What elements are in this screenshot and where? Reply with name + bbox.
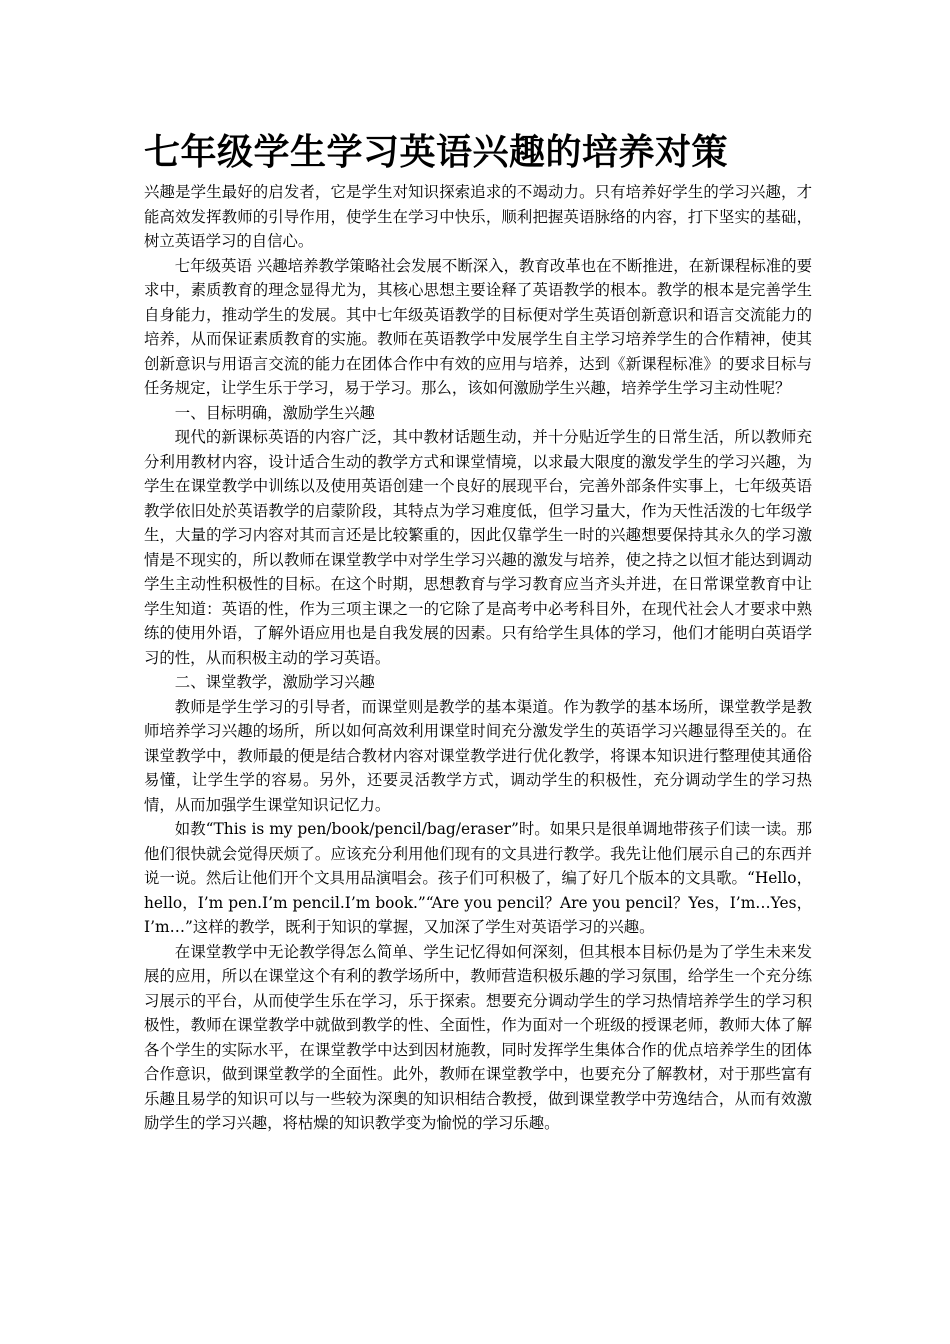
paragraph-section-1: 现代的新课标英语的内容广泛，其中教材话题生动，并十分贴近学生的日常生活，所以教师充分利用教材内容，设计适合生动的教学方式和课堂情境，以求最大限度的激发学生的学习兴趣，为学生在课堂教学中训练以及使用英语创建一个良好的展现平台，完善外部条件实事上，七年级英语教学依旧处於英语教学的启蒙阶段，其特点为学习难度低，但学习量大，作为天性活泼的七年级学生，大量的学习内容对其而言还是比较繁重的，因此仅靠学生一时的兴趣想要保持其永久的学习激情是不现实的，所以教师在课堂教学中对学生学习兴趣的激发与培养，使之持之以恒才能达到调动学生主动性积极性的目标。在这个时期，思想教育与学习教育应当齐头并进，在日常课堂教育中让学生知道：英语的性，作为三项主课之一的它除了是高考中必考科目外，在现代社会人才要求中熟练的使用外语，了解外语应用也是自我发展的因素。只有给学生具体的学习，他们才能明白英语学习的性，从而积极主动的学习英语。 xyxy=(144,428,812,667)
document-title: 七年级学生学习英语兴趣的培养对策 xyxy=(144,131,729,173)
paragraph-section-2-example: 如教“This is my pen/book/pencil/bag/eraser”时。如果只是很单调地带孩子们读一读。那他们很快就会觉得厌烦了。应该充分利用他们现有的文具进行教学。我先让他们展示自己的东西并说一说。然后让他们开个文具用品演唱会。孩子们可积极了，编了好几个版本的文具歌。“Hello，hello，I’m pen.I’m pencil.I’m book.”“Are you pencil？Are you pencil？Yes，I’m…Yes，I’m…”这样的教学，既利于知识的掌握，又加深了学生对英语学习的兴趣。 xyxy=(144,820,812,936)
paragraph-section-2-a: 教师是学生学习的引导者，而课堂则是教学的基本渠道。作为教学的基本场所，课堂教学是教师培养学习兴趣的场所，所以如何高效利用课堂时间充分激发学生的英语学习兴趣显得至关的。在课堂教学中，教师最的便是结合教材内容对课堂教学进行优化教学，将课本知识进行整理使其通俗易懂，让学生学的容易。另外，还要灵活教学方式，调动学生的积极性，充分调动学生的学习热情，从而加强学生课堂知识记忆力。 xyxy=(144,697,812,814)
paragraph-background: 七年级英语 兴趣培养教学策略社会发展不断深入，教育改革也在不断推进，在新课程标准的要求中，素质教育的理念显得尤为，其核心思想主要诠释了英语教学的根本。教学的根本是完善学生自身能力，推动学生的发展。其中七年级英语教学的目标便对学生英语创新意识和语言交流能力的培养，从而保证素质教育的实施。教师在英语教学中发展学生自主学习培养学生的合作精神，使其创新意识与用语言交流的能力在团体合作中有效的应用与培养，达到《新课程标准》的要求目标与任务规定，让学生乐于学习，易于学习。那么，该如何激励学生兴趣，培养学生学习主动性呢？ xyxy=(144,256,812,397)
section-heading-2: 二、课堂教学，激励学习兴趣 xyxy=(174,673,375,691)
document-body xyxy=(144,126,812,1136)
paragraph-intro: 兴趣是学生最好的启发者，它是学生对知识探索追求的不竭动力。只有培养好学生的学习兴趣，才能高效发挥教师的引导作用，使学生在学习中快乐，顺利把握英语脉络的内容，打下坚实的基础，树立英语学习的自信心。 xyxy=(144,183,812,250)
section-heading-1: 一、目标明确，激励学生兴趣 xyxy=(174,403,375,422)
paragraph-section-2-b: 在课堂教学中无论教学得怎么简单、学生记忆得如何深刻，但其根本目标仍是为了学生未来发展的应用，所以在课堂这个有利的教学场所中，教师营造积极乐趣的学习氛围，给学生一个充分练习展示的平台，从而使学生乐在学习，乐于探索。想要充分调动学生的学习热情培养学生的学习积极性，教师在课堂教学中就做到教学的性、全面性，作为面对一个班级的授课老师，教师大体了解各个学生的实际水平，在课堂教学中达到因材施教，同时发挥学生集体合作的优点培养学生的团体合作意识，做到课堂教学的全面性。此外，教师在课堂教学中，也要充分了解教材，对于那些富有乐趣且易学的知识可以与一些较为深奥的知识相结合教授，做到课堂教学中劳逸结合，从而有效激励学生的学习兴趣，将枯燥的知识教学变为愉悦的学习乐趣。 xyxy=(144,942,812,1132)
